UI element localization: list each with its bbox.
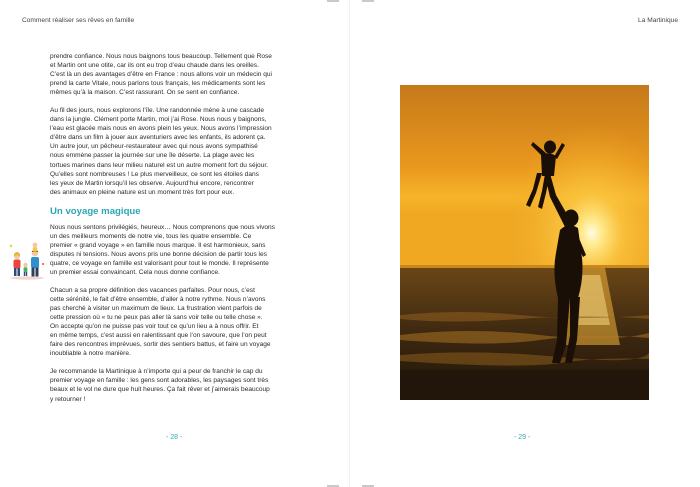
text-line: cette pression où « tu ne peux pas aller là sans voir telle ou telle chose ». xyxy=(50,314,263,322)
text-line: un premier essai convaincant. Cela nous donne confiance. xyxy=(50,268,220,276)
text-line: Qu’elles sont nombreuses ! Le plus merveilleux, ce sont les étoiles dans xyxy=(50,170,259,178)
text-line: quatre, ce voyage en famille est valorisant pour tout le monde. Il représente xyxy=(50,259,269,267)
text-line: d’être dans un film à jouer aux aventuriers avec les enfants, ils adorent ça. xyxy=(50,134,266,142)
text-line: inoubliable à notre manière. xyxy=(50,350,131,358)
text-line: les yeux de Martin lorsqu’il les observe. Aujourd’hui encore, rencontrer xyxy=(50,179,254,187)
section-title: Un voyage magique xyxy=(50,205,141,217)
text-line: pas cherché à visiter un maximum de lieux. La frustration vient parfois de xyxy=(50,305,262,313)
page-number: - 29 - xyxy=(514,434,531,441)
paragraph xyxy=(50,286,302,358)
text-line: un des meilleurs moments de notre vie, tous les quatre ensemble. Ce xyxy=(50,232,252,240)
text-line: Chacun a sa propre définition des vacances parfaites. Pour nous, c’est xyxy=(50,286,255,294)
text-line: tortues marines dans leur milieu naturel est un autre moment fort du séjour. xyxy=(50,161,268,169)
paragraph xyxy=(50,52,302,97)
text-line: prend la carte Vitale, nous parlons tous français, les médicaments sont les xyxy=(50,80,266,88)
text-line: Je recommande la Martinique à n’importe qui a peur de franchir le cap du xyxy=(50,368,263,376)
text-line: premier voyage en famille : les gens sont adorables, les paysages sont très xyxy=(50,377,269,385)
paragraph xyxy=(50,223,302,277)
paragraph xyxy=(50,106,302,196)
text-line: Au fil des jours, nous explorons l’île. Une randonnée mène à une cascade xyxy=(50,107,264,115)
text-line: des animaux en pleine nature est un moment très fort pour eux. xyxy=(50,188,235,196)
page-number: - 28 - xyxy=(166,434,183,441)
sunset-beach-photo xyxy=(400,85,649,400)
text-line: Un autre jour, un pêcheur-restaurateur avec qui nous avons sympathisé xyxy=(50,143,258,151)
text-line: premier « grand voyage » en famille nous marque. Il est harmonieux, sans xyxy=(50,241,266,249)
text-line: C’est là un des avantages d’être en France : nous allons voir un médecin qui xyxy=(50,71,272,79)
text-line: et Martin ont une otite, car ils ont eu trop d’eau chaude dans les oreilles. xyxy=(50,62,259,70)
family-with-child-on-shoulders-icon xyxy=(8,240,46,280)
text-line: Nous nous sentons privilégiés, heureux… Nous comprenons que nous vivons xyxy=(50,223,275,231)
running-header-chapter: La Martinique xyxy=(638,17,678,24)
text-line: beaux et le vol ne dure que huit heures. Ça fait rêver et j’aimerais beaucoup xyxy=(50,386,270,394)
text-line: disputes ni tensions. Nous avons pris une bonne décision de partir tous les xyxy=(50,250,267,258)
text-line: On accepte qu’on ne puisse pas voir tout ce qu’un lieu a à nous offrir. Et xyxy=(50,323,259,331)
text-line: en même temps, c’est aussi en ralentissant que l’on savoure, que l’on peut xyxy=(50,332,267,340)
right-page xyxy=(350,0,700,487)
text-line: cette sérénité, le fait d’être ensemble, d’aller à notre rythme. Nous n’avons xyxy=(50,296,266,304)
text-line: dans la jungle. Clément porte Martin, moi j’ai Rose. Nous nous y baignons, xyxy=(50,116,267,124)
running-header-book-title: Comment réaliser ses rêves en famille xyxy=(22,17,135,24)
text-line: y retourner ! xyxy=(50,395,86,403)
text-line: l’eau est glacée mais nous en avons plein les yeux. Nous avons l’impression xyxy=(50,125,272,133)
text-line: nous emmène passer la journée sur une île déserte. La plage avec les xyxy=(50,152,255,160)
text-line: faire des rencontres imprévues, sortir des sentiers battus, et faire un voyage xyxy=(50,341,271,349)
body-text xyxy=(50,52,302,413)
paragraph xyxy=(50,367,302,403)
text-line: prendre confiance. Nous nous baignons tous beaucoup. Tellement que Rose xyxy=(50,53,272,60)
text-line: mêmes qu’à la maison. C’est rassurant. On se sent en confiance. xyxy=(50,89,240,97)
